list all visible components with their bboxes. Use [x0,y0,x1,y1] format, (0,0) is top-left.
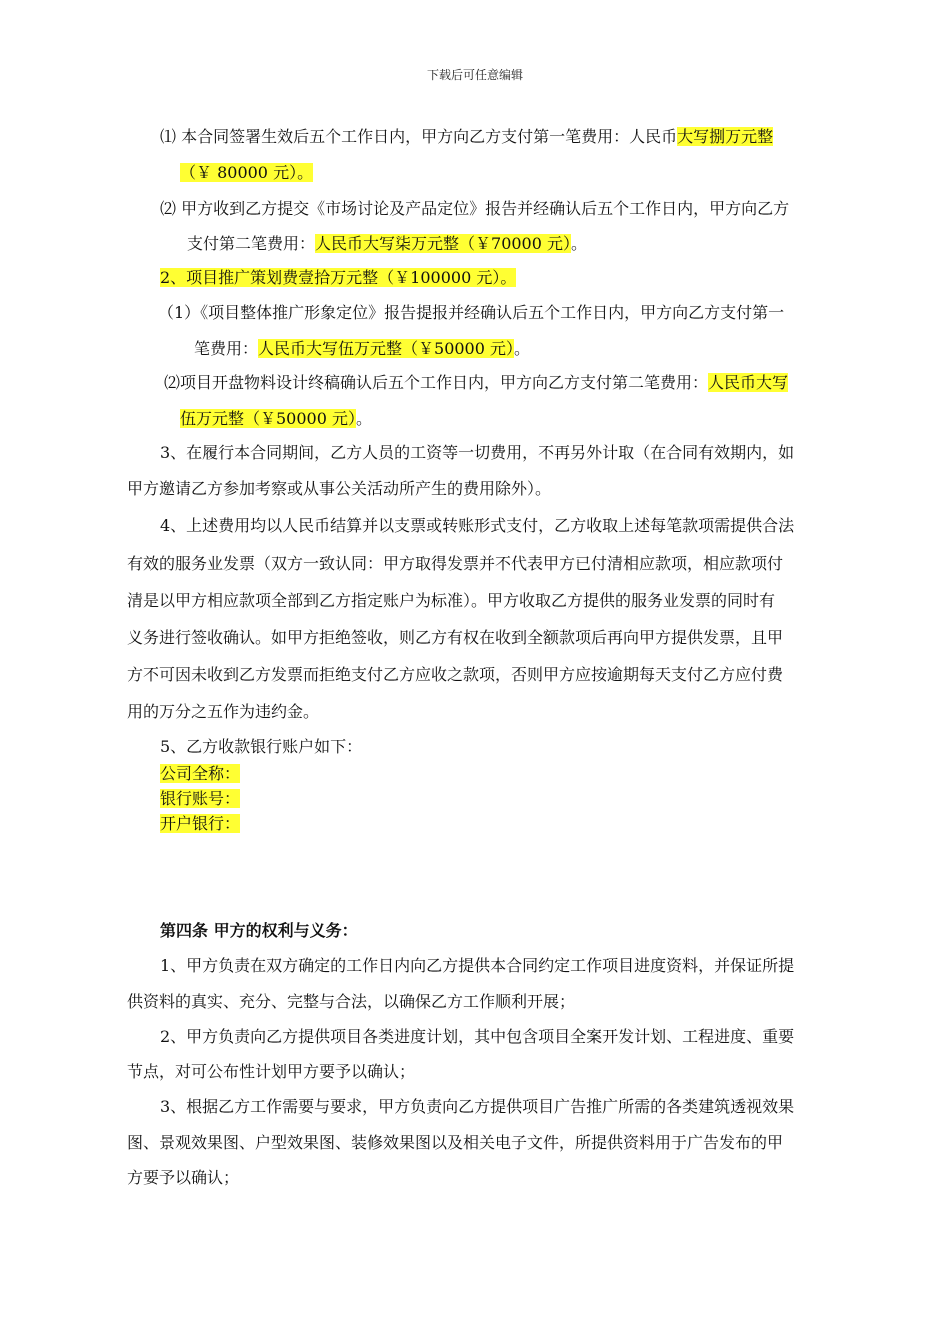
article-4-item-2-line-2: 节点，对可公布性计划甲方要予以确认； [127,1062,416,1081]
clause-4-line-3: 清是以甲方相应款项全部到乙方指定账户为标准）。甲方收取乙方提供的服务业发票的同时有 [127,591,776,610]
clause-3-line-2: 甲方邀请乙方参加考察或从事公关活动所产生的费用除外）。 [127,479,552,498]
account-company-name-label: 公司全称： [160,764,241,783]
promotion-fee-highlight: 2、项目推广策划费壹拾万元整（￥100000 元）。 [160,268,517,287]
clause-3-line-1: 3、在履行本合同期间，乙方人员的工资等一切费用，不再另外计取（在合同有效期内，如 [160,443,795,462]
article-4-item-3-line-1: 3、根据乙方工作需要与要求，甲方负责向乙方提供项目广告推广所需的各类建筑透视效果 [160,1097,795,1116]
account-number [160,788,240,810]
promotion-item-2-amount-highlight-a: 人民币大写 [708,373,789,392]
page-header: 下载后可任意编辑 [426,68,523,82]
clause-4-line-5: 方不可因未收到乙方发票而拒绝支付乙方应收之款项，否则甲方应按逾期每天支付乙方应付费 [127,665,784,684]
promotion-item-2-line-2 [180,408,372,430]
promotion-item-1-line-1: （1）《项目整体推广形象定位》报告提报并经确认后五个工作日内，甲方向乙方支付第一 [158,303,785,322]
article-4-item-2-line-1: 2、甲方负责向乙方提供项目各类进度计划，其中包含项目全案开发计划、工程进度、重要 [160,1027,795,1046]
clause-4-line-1: 4、上述费用均以人民币结算并以支票或转账形式支付，乙方收取上述每笔款项需提供合法 [160,516,795,535]
promotion-item-1-line-2 [194,338,530,360]
clause-4-line-4: 义务进行签收确认。如甲方拒绝签收，则乙方有权在收到全额款项后再向甲方提供发票，且甲 [127,628,784,647]
payment-item-1-line-1 [160,126,773,148]
payment-item-2-line-2 [187,233,587,255]
clause-4-line-6: 用的万分之五作为违约金。 [127,702,320,721]
account-number-label: 银行账号： [160,789,241,808]
promotion-item-2-suffix: 。 [356,409,373,428]
account-company-name [160,763,240,785]
article-4-title: 第四条 甲方的权利与义务： [160,921,358,940]
article-4-item-1-line-1: 1、甲方负责在双方确定的工作日内向乙方提供本合同约定工作项目进度资料，并保证所提 [160,956,795,975]
clause-5-heading: 5、乙方收款银行账户如下： [160,737,363,756]
article-4-item-3-line-3: 方要予以确认； [127,1168,240,1187]
clause-4-line-2: 有效的服务业发票（双方一致认同：甲方取得发票并不代表甲方已付清相应款项，相应款项付 [127,554,784,573]
promotion-item-1-prefix: 笔费用： [194,339,259,358]
article-4-item-1-line-2: 供资料的真实、充分、完整与合法，以确保乙方工作顺利开展； [127,992,576,1011]
account-bank [160,813,240,835]
article-4-item-3-line-2: 图、景观效果图、户型效果图、装修效果图以及相关电子文件，所提供资料用于广告发布的甲 [127,1133,784,1152]
promotion-item-1-suffix: 。 [514,339,531,358]
payment-item-2-suffix: 。 [571,234,588,253]
payment-item-1-text: ⑴ 本合同签署生效后五个工作日内，甲方向乙方支付第一笔费用：人民币 [160,127,678,146]
payment-item-2-amount-highlight: 人民币大写柒万元整（￥70000 元） [315,234,572,253]
payment-item-1-line-2 [180,162,313,184]
promotion-fee-heading [160,267,516,289]
payment-item-2-prefix: 支付第二笔费用： [187,234,316,253]
promotion-item-2-amount-highlight-b: 伍万元整（￥50000 元） [180,409,356,428]
payment-item-2-line-1: ⑵ 甲方收到乙方提交《市场讨论及产品定位》报告并经确认后五个工作日内，甲方向乙方 [160,199,790,218]
promotion-item-2-line-1 [164,372,788,394]
promotion-item-2-text: ⑵项目开盘物料设计终稿确认后五个工作日内，甲方向乙方支付第二笔费用： [164,373,709,392]
promotion-item-1-amount-highlight: 人民币大写伍万元整（￥50000 元） [258,339,515,358]
payment-item-1-amount-highlight: 大写捌万元整 [677,127,774,146]
account-bank-label: 开户银行： [160,814,241,833]
payment-item-1-amount-figure: （￥ 80000 元）。 [180,163,314,182]
